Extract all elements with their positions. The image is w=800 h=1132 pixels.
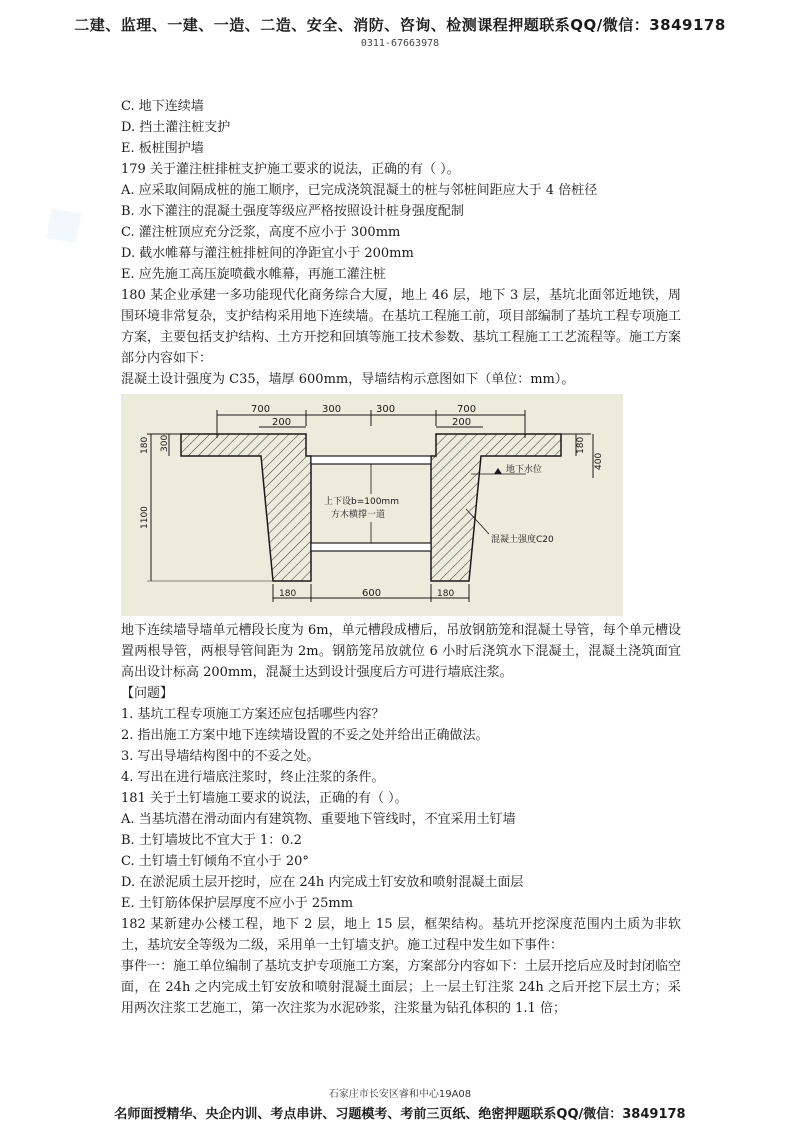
watermark: ◆ xyxy=(25,183,98,262)
option-e: E. 板桩围护墙 xyxy=(121,141,204,156)
question-182: 182 某新建办公楼工程，地下 2 层，地上 15 层，框架结构。基坑开挖深度范围内土质为非软土，基坑安全等级为二级，采用单一土钉墙支护。施工过程中发生如下事件： xyxy=(121,917,681,953)
guide-wall-svg xyxy=(121,394,623,616)
right-guide-wall xyxy=(431,434,561,581)
option-d: D. 挡土灌注桩支护 xyxy=(121,120,231,135)
dim-180-bottom-right: 180 xyxy=(437,589,455,599)
lower-brace xyxy=(311,543,431,551)
option-c: C. 灌注桩顶应充分泛浆，高度不应小于 300mm xyxy=(121,225,401,240)
footer-ad: 名师面授精华、央企内训、考点串讲、习题模考、考前三页纸、绝密押题联系QQ/微信：3849178 xyxy=(114,1107,686,1122)
dim-200-right: 200 xyxy=(452,417,472,428)
dim-180-top-right: 180 xyxy=(576,436,586,454)
water-level-label: 地下水位 xyxy=(506,465,543,475)
dim-700-right: 700 xyxy=(457,404,477,415)
header-phone: 0311-67663978 xyxy=(360,38,440,49)
left-guide-wall xyxy=(181,434,311,581)
option-c: C. 土钉墙土钉倾角不宜小于 20° xyxy=(121,854,309,869)
question-180: 180 某企业承建一多功能现代化商务综合大厦，地上 46 层，地下 3 层，基坑北面邻近地铁，周围环境非常复杂，支护结构采用地下连续墙。在基坑工程施工前，项目部编制了基坑工程专项施工方案，主要包括支护结构、土方开挖和回填等施工技术参数、基坑工程施工工艺流程等。施工方案部分内容如下： xyxy=(121,288,681,366)
footer-address: 石家庄市长安区睿和中心19A08 xyxy=(328,1089,472,1100)
document-body xyxy=(121,96,681,1019)
option-d: D. 在淤泥质土层开挖时，应在 24h 内完成土钉安放和喷射混凝土面层 xyxy=(121,875,524,890)
dim-300-left: 300 xyxy=(322,404,342,415)
option-e: E. 土钉筋体保护层厚度不应小于 25mm xyxy=(121,896,354,911)
guide-wall-diagram xyxy=(121,394,623,616)
option-a: A. 当基坑潜在滑动面内有建筑物、重要地下管线时，不宜采用土钉墙 xyxy=(121,812,516,827)
question-181: 181 关于土钉墙施工要求的说法，正确的有（ ）。 xyxy=(121,791,408,806)
header-title: 二建、监理、一建、一造、二造、安全、消防、咨询、检测课程押题联系QQ/微信：3849178 xyxy=(74,16,726,34)
option-b: B. 水下灌注的混凝土强度等级应严格按照设计桩身强度配制 xyxy=(121,204,464,219)
option-e: E. 应先施工高压旋喷截水帷幕，再施工灌注桩 xyxy=(121,267,386,282)
concrete-label: 混凝土强度C20 xyxy=(491,535,554,545)
question-4: 4. 写出在进行墙底注浆时，终止注浆的条件。 xyxy=(121,770,385,785)
dim-180-top-left: 180 xyxy=(140,436,150,454)
questions-heading: 【问题】 xyxy=(121,686,174,701)
question-1: 1. 基坑工程专项施工方案还应包括哪些内容？ xyxy=(121,707,385,722)
question-3: 3. 写出导墙结构图中的不妥之处。 xyxy=(121,749,320,764)
brace-label-1: 上下设b=100mm xyxy=(324,497,399,507)
paragraph-after-figure: 地下连续墙导墙单元槽段长度为 6m，单元槽段成槽后，吊放钢筋笼和混凝土导管，每个单元槽设置两根导管，两根导管间距为 2m。钢筋笼吊放就位 6 小时后浇筑水下混凝土，混凝土浇筑面宜高出设计标高 200mm，混凝土达到设计强度后方可进行墙底注浆。 xyxy=(121,623,681,680)
question-179: 179 关于灌注桩排桩支护施工要求的说法，正确的有（ ）。 xyxy=(121,162,460,177)
option-d: D. 截水帷幕与灌注桩排桩间的净距宜小于 200mm xyxy=(121,246,414,261)
option-c: C. 地下连续墙 xyxy=(121,99,204,114)
dim-1100: 1100 xyxy=(140,506,150,529)
question-2: 2. 指出施工方案中地下连续墙设置的不妥之处并给出正确做法。 xyxy=(121,728,489,743)
brace-label-2: 方木横撑一道 xyxy=(331,510,386,520)
dim-700-left: 700 xyxy=(251,404,271,415)
dim-300-side: 300 xyxy=(160,434,170,452)
upper-brace xyxy=(311,456,431,464)
event-1: 事件一：施工单位编制了基坑支护专项施工方案，方案部分内容如下：土层开挖后应及时封闭临空面，在 24h 之内完成土钉安放和喷射混凝土面层；上一层土钉注浆 24h 之后开挖下层土方；采用两次注浆工艺施工，第一次注浆为水泥砂浆，注浆量为钻孔体积的 1.1 倍； xyxy=(121,959,681,1016)
option-b: B. 土钉墙坡比不宜大于 1：0.2 xyxy=(121,833,302,848)
dim-600: 600 xyxy=(362,588,382,599)
figure-intro: 混凝土设计强度为 C35，墙厚 600mm，导墙结构示意图如下（单位：mm）。 xyxy=(121,372,575,387)
dim-400-right: 400 xyxy=(594,452,604,470)
option-a: A. 应采取间隔成桩的施工顺序，已完成浇筑混凝土的桩与邻桩间距应大于 4 倍桩径 xyxy=(121,183,598,198)
dim-300-right: 300 xyxy=(376,404,396,415)
dim-200-left: 200 xyxy=(272,417,292,428)
dim-180-bottom-left: 180 xyxy=(279,589,297,599)
